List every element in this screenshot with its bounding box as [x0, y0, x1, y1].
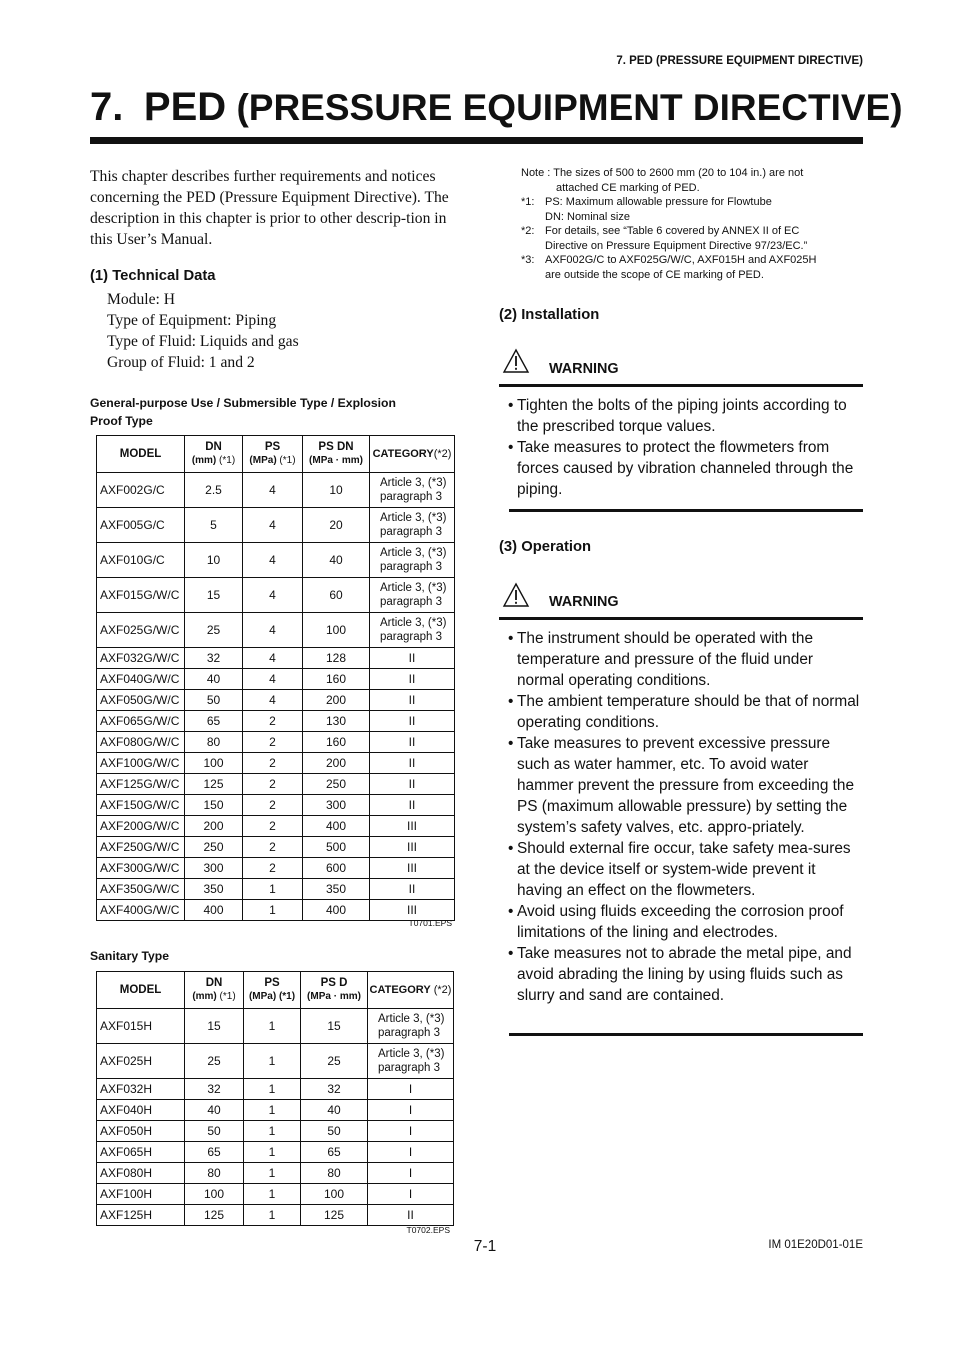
- operation-heading: (3) Operation: [499, 539, 592, 555]
- psd-cell: 25: [301, 1044, 368, 1079]
- model-cell: AXF125G/W/C: [97, 774, 185, 795]
- model-cell: AXF050H: [97, 1121, 185, 1142]
- table-row: [97, 690, 455, 711]
- table-row: [97, 816, 455, 837]
- table-row: [97, 711, 455, 732]
- technical-data-line: Module: H: [107, 291, 176, 308]
- dn-cell: 100: [185, 753, 243, 774]
- category-cell: II: [370, 711, 455, 732]
- category-cell: I: [368, 1184, 454, 1205]
- category-cell: II: [370, 879, 455, 900]
- technical-data-line: Type of Fluid: Liquids and gas: [107, 333, 299, 350]
- category-cell: III: [370, 816, 455, 837]
- installation-warning-label: WARNING: [549, 361, 619, 377]
- dn-cell: 80: [185, 1163, 244, 1184]
- model-cell: AXF032G/W/C: [97, 648, 185, 669]
- model-cell: AXF025G/W/C: [97, 613, 185, 648]
- col-header-dn: DN (mm) (*1): [185, 436, 243, 473]
- category-cell: III: [370, 900, 455, 921]
- table-row: [97, 578, 455, 613]
- title-rest: (PRESSURE EQUIPMENT DIRECTIVE): [236, 87, 903, 128]
- model-cell: AXF200G/W/C: [97, 816, 185, 837]
- dn-cell: 125: [185, 774, 243, 795]
- note-item: *1: PS: Maximum allowable pressure for Flowtube DN: Nominal size: [521, 196, 772, 223]
- psdn-cell: 20: [303, 508, 370, 543]
- category-cell: I: [368, 1142, 454, 1163]
- dn-cell: 65: [185, 1142, 244, 1163]
- model-cell: AXF050G/W/C: [97, 690, 185, 711]
- bullet-item: • Should external fire occur, take safety mea-sures at the device itself or system-wide prevent it having an effect on the flowmeters.: [508, 840, 851, 899]
- bullet-item: • Take measures not to abrade the metal pipe, and avoid abrading the lining by using fluids such as slurry and sand are contained.: [508, 945, 852, 1004]
- category-cell: II: [370, 753, 455, 774]
- dn-cell: 2.5: [185, 473, 243, 508]
- dn-cell: 300: [185, 858, 243, 879]
- ps-cell: 1: [243, 879, 303, 900]
- operation-warning-top-rule: [499, 617, 863, 620]
- category-cell: Article 3, (*3) paragraph 3: [370, 508, 455, 543]
- dn-cell: 40: [185, 1100, 244, 1121]
- psd-cell: 15: [301, 1009, 368, 1044]
- bullet-item: • Avoid using fluids exceeding the corrosion proof limitations of the lining and electrodes.: [508, 903, 844, 941]
- model-cell: AXF065H: [97, 1142, 185, 1163]
- category-cell: II: [370, 669, 455, 690]
- dn-cell: 125: [185, 1205, 244, 1226]
- table-row: [97, 795, 455, 816]
- category-cell: II: [370, 648, 455, 669]
- psdn-cell: 500: [303, 837, 370, 858]
- psdn-cell: 250: [303, 774, 370, 795]
- table-row: [97, 669, 455, 690]
- dn-cell: 400: [185, 900, 243, 921]
- dn-cell: 25: [185, 1044, 244, 1079]
- col-header-ps-dn: PS DN (MPa · mm): [303, 436, 370, 473]
- bullet-item: • Take measures to prevent excessive pressure such as water hammer, etc. To avoid water hammer prevent the pressure from exceeding the PS (maximum allowable pressure) by setting the system’s safety valves, etc. appro-priately.: [508, 735, 855, 836]
- title-main: PED: [143, 85, 227, 129]
- table-row: [97, 858, 455, 879]
- bullet-item: • Take measures to protect the flowmeters from forces caused by vibration channeled through the piping.: [508, 439, 854, 498]
- psd-cell: 65: [301, 1142, 368, 1163]
- model-cell: AXF300G/W/C: [97, 858, 185, 879]
- ps-cell: 4: [243, 690, 303, 711]
- col-header-category: CATEGORY (*2): [368, 972, 454, 1009]
- model-cell: AXF065G/W/C: [97, 711, 185, 732]
- model-cell: AXF400G/W/C: [97, 900, 185, 921]
- col-header-category: CATEGORY(*2): [370, 436, 455, 473]
- category-cell: II: [368, 1205, 454, 1226]
- sanitary-table-heading: Sanitary Type: [90, 949, 170, 963]
- dn-cell: 40: [185, 669, 243, 690]
- operation-warning-label: WARNING: [549, 594, 619, 610]
- col-header-ps-d: PS D (MPa · mm): [301, 972, 368, 1009]
- psdn-cell: 400: [303, 900, 370, 921]
- ps-cell: 1: [244, 1009, 301, 1044]
- ps-cell: 1: [244, 1205, 301, 1226]
- table-row: [97, 1044, 454, 1079]
- model-cell: AXF125H: [97, 1205, 185, 1226]
- ps-cell: 1: [244, 1121, 301, 1142]
- psdn-cell: 350: [303, 879, 370, 900]
- ps-cell: 2: [243, 858, 303, 879]
- table-row: [97, 473, 455, 508]
- model-cell: AXF350G/W/C: [97, 879, 185, 900]
- ps-cell: 4: [243, 613, 303, 648]
- category-cell: Article 3, (*3) paragraph 3: [370, 578, 455, 613]
- ps-cell: 2: [243, 711, 303, 732]
- installation-warning-top-rule: [499, 384, 863, 387]
- model-cell: AXF100G/W/C: [97, 753, 185, 774]
- document-id: IM 01E20D01-01E: [768, 1239, 863, 1251]
- category-cell: Article 3, (*3) paragraph 3: [370, 613, 455, 648]
- model-cell: AXF250G/W/C: [97, 837, 185, 858]
- table-row: [97, 1009, 454, 1044]
- installation-heading: (2) Installation: [499, 307, 600, 323]
- ps-cell: 4: [243, 648, 303, 669]
- ps-cell: 2: [243, 837, 303, 858]
- psd-cell: 32: [301, 1079, 368, 1100]
- psdn-cell: 200: [303, 753, 370, 774]
- model-cell: AXF015H: [97, 1009, 185, 1044]
- psdn-cell: 160: [303, 732, 370, 753]
- page-title: [90, 84, 903, 131]
- general-purpose-table: [96, 435, 455, 921]
- category-cell: III: [370, 858, 455, 879]
- table-row: [97, 774, 455, 795]
- model-cell: AXF040G/W/C: [97, 669, 185, 690]
- dn-cell: 50: [185, 1121, 244, 1142]
- bullet-item: • The instrument should be operated with the temperature and pressure of the fluid under normal operating conditions.: [508, 630, 814, 689]
- category-cell: II: [370, 774, 455, 795]
- table-row: [97, 879, 455, 900]
- technical-data-list: [107, 289, 299, 373]
- ps-cell: 4: [243, 473, 303, 508]
- model-cell: AXF150G/W/C: [97, 795, 185, 816]
- general-table-heading: General-purpose Use / Submersible Type / Explosion Proof Type: [90, 396, 396, 428]
- table-row: [97, 1100, 454, 1121]
- dn-cell: 5: [185, 508, 243, 543]
- dn-cell: 150: [185, 795, 243, 816]
- note-item: *3: AXF002G/C to AXF025G/W/C, AXF015H and AXF025H are outside the scope of CE marking of PED.: [521, 254, 817, 281]
- operation-warning-bottom-rule: [509, 1033, 863, 1036]
- table-row: [97, 1142, 454, 1163]
- dn-cell: 15: [185, 1009, 244, 1044]
- sanitary-table: [96, 971, 454, 1226]
- category-cell: II: [370, 732, 455, 753]
- bullet-item: • The ambient temperature should be that of normal operating conditions.: [508, 693, 860, 731]
- psd-cell: 125: [301, 1205, 368, 1226]
- psdn-cell: 200: [303, 690, 370, 711]
- dn-cell: 80: [185, 732, 243, 753]
- installation-bullets: [508, 395, 860, 500]
- dn-cell: 32: [185, 648, 243, 669]
- running-header: 7. PED (PRESSURE EQUIPMENT DIRECTIVE): [616, 55, 863, 67]
- category-cell: Article 3, (*3) paragraph 3: [368, 1044, 454, 1079]
- sanitary-table-eps-label: T0702.EPS: [406, 1225, 450, 1235]
- model-cell: AXF100H: [97, 1184, 185, 1205]
- psdn-cell: 10: [303, 473, 370, 508]
- dn-cell: 65: [185, 711, 243, 732]
- dn-cell: 350: [185, 879, 243, 900]
- category-cell: II: [370, 795, 455, 816]
- category-cell: Article 3, (*3) paragraph 3: [368, 1009, 454, 1044]
- notes-block: [521, 166, 816, 282]
- col-header-ps: PS (MPa) (*1): [243, 436, 303, 473]
- model-cell: AXF002G/C: [97, 473, 185, 508]
- psdn-cell: 40: [303, 543, 370, 578]
- col-header-ps: PS (MPa) (*1): [244, 972, 301, 1009]
- model-cell: AXF080G/W/C: [97, 732, 185, 753]
- ps-cell: 4: [243, 543, 303, 578]
- psd-cell: 80: [301, 1163, 368, 1184]
- ps-cell: 2: [243, 732, 303, 753]
- dn-cell: 200: [185, 816, 243, 837]
- table-row: [97, 508, 455, 543]
- col-header-model: MODEL: [97, 972, 185, 1009]
- psdn-cell: 160: [303, 669, 370, 690]
- psdn-cell: 100: [303, 613, 370, 648]
- ps-cell: 1: [244, 1163, 301, 1184]
- ps-cell: 4: [243, 508, 303, 543]
- table-row: [97, 613, 455, 648]
- model-cell: AXF032H: [97, 1079, 185, 1100]
- title-number: 7.: [90, 85, 124, 129]
- dn-cell: 25: [185, 613, 243, 648]
- dn-cell: 50: [185, 690, 243, 711]
- psd-cell: 40: [301, 1100, 368, 1121]
- table-row: [97, 837, 455, 858]
- ps-cell: 2: [243, 816, 303, 837]
- model-cell: AXF080H: [97, 1163, 185, 1184]
- technical-data-line: Type of Equipment: Piping: [107, 312, 277, 329]
- ps-cell: 2: [243, 795, 303, 816]
- general-table-eps-label: T0701.EPS: [408, 918, 452, 928]
- ps-cell: 2: [243, 753, 303, 774]
- model-cell: AXF040H: [97, 1100, 185, 1121]
- note-item: *2: For details, see “Table 6 covered by ANNEX II of EC Directive on Pressure Equipment Directive 97/23/EC.”: [521, 225, 808, 252]
- table-row: [97, 543, 455, 578]
- table-row: [97, 1121, 454, 1142]
- ps-cell: 1: [244, 1100, 301, 1121]
- col-header-dn: DN (mm) (*1): [185, 972, 244, 1009]
- technical-data-line: Group of Fluid: 1 and 2: [107, 354, 255, 371]
- ps-cell: 1: [243, 900, 303, 921]
- model-cell: AXF015G/W/C: [97, 578, 185, 613]
- ps-cell: 1: [244, 1184, 301, 1205]
- installation-warning-bottom-rule: [509, 509, 863, 512]
- dn-cell: 10: [185, 543, 243, 578]
- technical-data-heading: (1) Technical Data: [90, 268, 216, 284]
- table-row: [97, 1205, 454, 1226]
- table-row: [97, 648, 455, 669]
- model-cell: AXF005G/C: [97, 508, 185, 543]
- table-row: [97, 753, 455, 774]
- table-row: [97, 732, 455, 753]
- operation-bullets: [508, 628, 860, 1006]
- warning-triangle-icon: [502, 582, 530, 608]
- table-row: [97, 1079, 454, 1100]
- dn-cell: 250: [185, 837, 243, 858]
- psdn-cell: 400: [303, 816, 370, 837]
- psdn-cell: 300: [303, 795, 370, 816]
- psdn-cell: 130: [303, 711, 370, 732]
- col-header-model: MODEL: [97, 436, 185, 473]
- ps-cell: 4: [243, 669, 303, 690]
- dn-cell: 32: [185, 1079, 244, 1100]
- table-row: [97, 1184, 454, 1205]
- page-number: 7-1: [473, 1238, 497, 1255]
- intro-paragraph: This chapter describes further requirements and notices concerning the PED (Pressure Equipment Directive). The description in this chapter is prior to other descrip-tion in this User’s Manual.: [90, 168, 449, 248]
- category-cell: I: [368, 1121, 454, 1142]
- model-cell: AXF025H: [97, 1044, 185, 1079]
- psdn-cell: 60: [303, 578, 370, 613]
- ps-cell: 1: [244, 1142, 301, 1163]
- category-cell: Article 3, (*3) paragraph 3: [370, 473, 455, 508]
- dn-cell: 100: [185, 1184, 244, 1205]
- model-cell: AXF010G/C: [97, 543, 185, 578]
- ps-cell: 4: [243, 578, 303, 613]
- dn-cell: 15: [185, 578, 243, 613]
- psd-cell: 50: [301, 1121, 368, 1142]
- bullet-item: • Tighten the bolts of the piping joints according to the prescribed torque values.: [508, 397, 847, 435]
- category-cell: Article 3, (*3) paragraph 3: [370, 543, 455, 578]
- ps-cell: 1: [244, 1079, 301, 1100]
- category-cell: III: [370, 837, 455, 858]
- psd-cell: 100: [301, 1184, 368, 1205]
- psdn-cell: 600: [303, 858, 370, 879]
- category-cell: I: [368, 1100, 454, 1121]
- warning-triangle-icon: [502, 348, 530, 374]
- psdn-cell: 128: [303, 648, 370, 669]
- table-row: [97, 1163, 454, 1184]
- title-rule: [90, 137, 863, 144]
- ps-cell: 2: [243, 774, 303, 795]
- category-cell: I: [368, 1079, 454, 1100]
- category-cell: I: [368, 1163, 454, 1184]
- note-item: Note : The sizes of 500 to 2600 mm (20 to 104 in.) are not attached CE marking of PED.: [521, 167, 804, 194]
- ps-cell: 1: [244, 1044, 301, 1079]
- category-cell: II: [370, 690, 455, 711]
